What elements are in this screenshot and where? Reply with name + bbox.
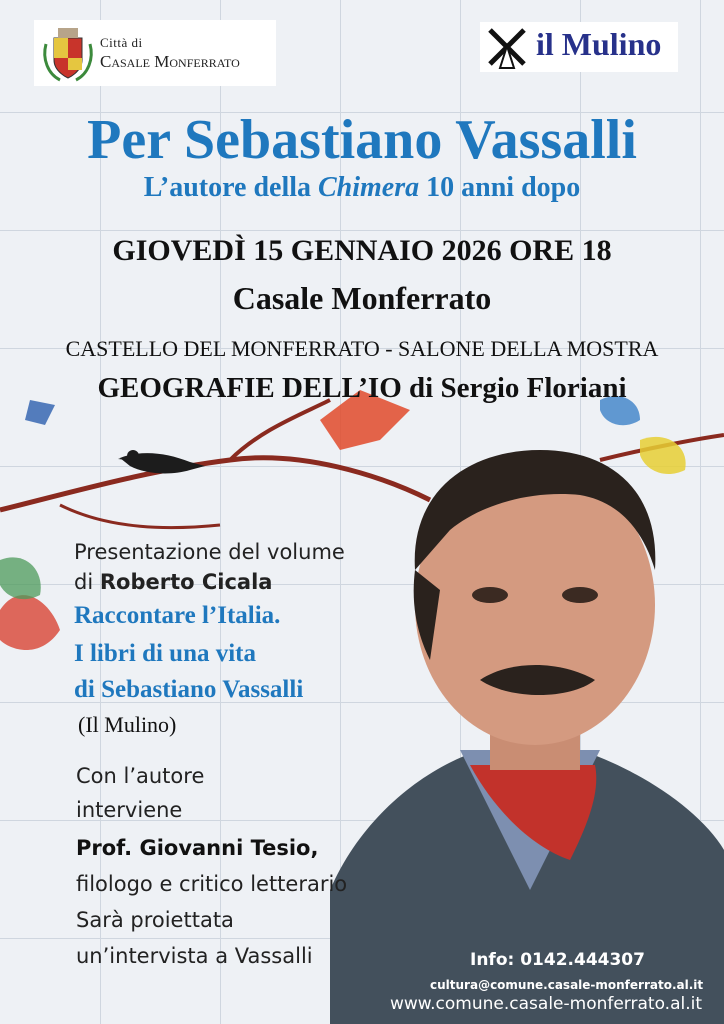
event-title: Per Sebastiano Vassalli	[87, 109, 637, 171]
author-portrait	[330, 420, 724, 1024]
screening-line2: un’intervista a Vassalli	[76, 944, 313, 968]
screening-line1: Sarà proiettata	[76, 908, 234, 932]
publisher-logo-text: il Mulino	[536, 26, 662, 62]
exhibition-title: GEOGRAFIE DELL’IO di Sergio Floriani	[97, 372, 627, 404]
author-prefix: di	[74, 570, 100, 594]
event-date: GIOVEDÌ 15 GENNAIO 2026 ORE 18	[112, 234, 612, 267]
with-author-line1: Con l’autore	[76, 764, 205, 788]
event-venue: CASTELLO DEL MONFERRATO - SALONE DELLA MOSTRA	[65, 336, 659, 361]
city-logo-line2: Casale Monferrato	[100, 52, 240, 71]
info-email[interactable]: cultura@comune.casale-monferrato.al.it	[430, 978, 704, 992]
book-publisher: (Il Mulino)	[78, 712, 177, 737]
publisher-logo	[480, 22, 678, 72]
info-phone: Info: 0142.444307	[470, 950, 645, 970]
guest-role: filologo e critico letterario	[76, 872, 348, 896]
author-name: Roberto Cicala	[99, 570, 273, 594]
subtitle-chimera: Chimera	[318, 172, 420, 203]
city-crest-icon	[40, 24, 96, 82]
book-title-line2: I libri di una vita	[74, 640, 256, 667]
bird-icon	[118, 450, 205, 473]
book-title-line1: Raccontare l’Italia.	[74, 602, 281, 629]
author-line	[74, 570, 272, 594]
with-author-line2: interviene	[76, 798, 183, 822]
city-logo-line1: Città di	[100, 35, 143, 50]
presentation-intro: Presentazione del volume	[74, 540, 345, 564]
info-website[interactable]: www.comune.casale-monferrato.al.it	[390, 994, 703, 1014]
event-subtitle	[0, 172, 724, 204]
book-title-line3: di Sebastiano Vassalli	[74, 676, 304, 703]
event-city: Casale Monferrato	[232, 280, 492, 316]
subtitle-part-1: L’autore della	[143, 172, 318, 203]
city-logo	[34, 20, 276, 86]
subtitle-part-2: 10 anni dopo	[419, 172, 581, 203]
windmill-icon	[484, 24, 530, 70]
guest-name: Prof. Giovanni Tesio,	[76, 836, 319, 860]
